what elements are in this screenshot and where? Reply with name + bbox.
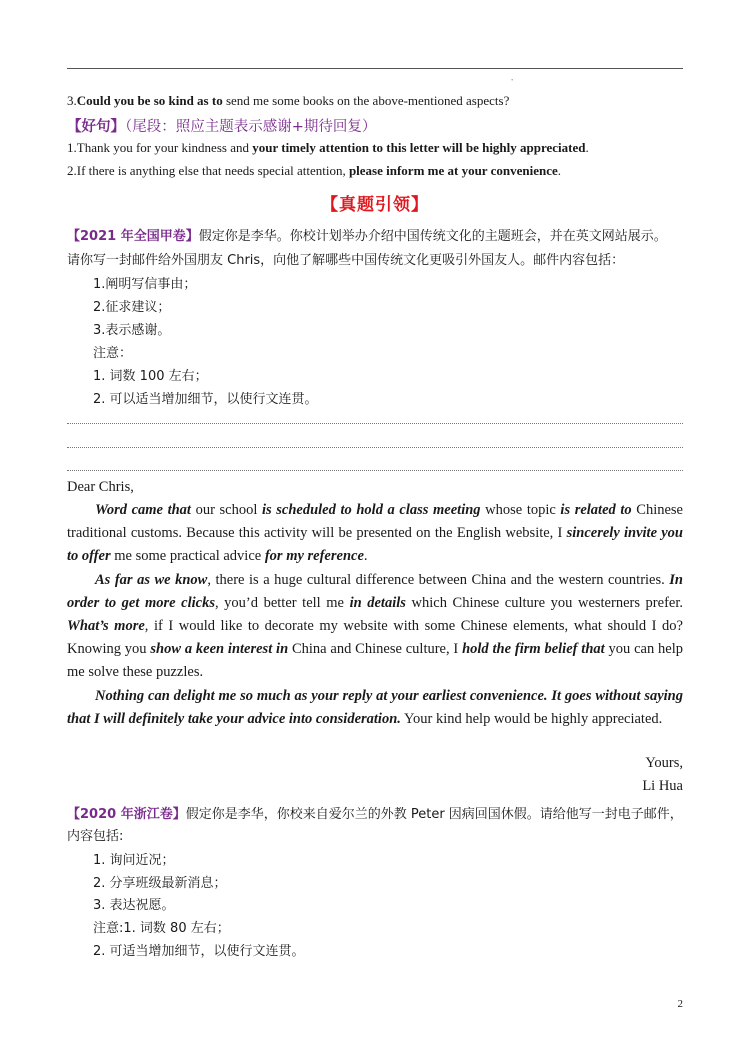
letter-paragraph-3 <box>67 685 683 731</box>
section-title: 【真题引领】 <box>321 195 429 215</box>
exam1-item-3: 3.表示感谢。 <box>93 323 171 338</box>
exam2-text1: 假定你是李华，你校来自爱尔兰的外教 Peter 因病回国休假。请给他写一封电子邮件， <box>185 807 683 822</box>
letter-p2-segment: What’s more <box>67 618 145 635</box>
exam1-note-1: 1. 词数 100 左右； <box>93 369 208 384</box>
writing-line-1 <box>67 423 683 424</box>
letter-p2-segment: , there is a huge cultural difference between China and the western countries. <box>207 571 670 588</box>
letter-p2-segment: , if I would like to decorate my website with some Chinese elements, what should I do? Knowing you <box>67 618 683 658</box>
letter-p1-segment: me some practical advice <box>110 548 265 565</box>
good-sentence-2-b: please inform me at your convenience <box>348 163 558 178</box>
exam1-note-2: 2. 可以适当增加细节，以使行文连贯。 <box>93 392 318 407</box>
exam1-tag: 【2021 年全国甲卷】 <box>67 229 199 244</box>
exam2-line2: 内容包括: <box>67 829 124 844</box>
letter-p3-segment: Nothing can delight me so much as your reply at your earliest convenience. It goes without saying that I will definitely take your advice into consideration. <box>67 687 683 727</box>
letter-p2-segment: which Chinese culture you westerners prefer. <box>405 594 683 611</box>
sentence-3-rest: send me some books on the above-mentioned aspects? <box>222 93 510 108</box>
letter-body <box>67 499 683 731</box>
letter-p1-segment: is scheduled to hold a class meeting <box>261 502 481 518</box>
sentence-3-prefix: 3. <box>67 93 77 108</box>
exam1-text1: 假定你是李华。你校计划举办介绍中国传统文化的主题班会，并在英文网站展示。 <box>198 229 667 244</box>
letter-closing: Yours, <box>645 755 683 771</box>
exam1-line1 <box>67 225 667 244</box>
letter-p2-segment: show a keen interest in <box>150 641 289 658</box>
letter-p2-segment: you can help me solve these puzzles. <box>67 641 683 681</box>
header-rule <box>67 68 683 69</box>
letter-p1-segment: . <box>363 548 368 565</box>
good-sentence-heading <box>67 115 376 136</box>
exam2-item-2: 2. 分享班级最新消息； <box>93 876 227 891</box>
letter-p2-segment: in details <box>349 594 406 611</box>
good-sentence-1-a: 1.Thank you for your kindness and <box>67 140 253 155</box>
page-number: 2 <box>677 998 683 1010</box>
good-sentence-1-b: your timely attention to this letter will be highly appreciated <box>252 140 586 155</box>
good-sentence-2 <box>67 163 561 179</box>
letter-p1-segment: Chinese traditional customs. Because this activity will be presented on the English website, I <box>67 502 683 542</box>
exam2-item-3: 3. 表达祝愿。 <box>93 898 175 913</box>
exam1-note-label: 注意： <box>93 346 133 361</box>
letter-p2-segment: In order to get more clicks <box>67 571 683 611</box>
sentence-3-bold: Could you be so kind as to <box>76 93 223 108</box>
letter-p1-segment: is related to <box>560 502 632 518</box>
good-sentence-note: （尾段：照应主题表示感谢+期待回复） <box>125 119 377 135</box>
letter-signature: Li Hua <box>642 778 683 794</box>
sentence-3 <box>67 93 509 109</box>
exam2-note-2: 2. 可适当增加细节，以使行文连贯。 <box>93 944 305 959</box>
exam2-tag: 【2020 年浙江卷】 <box>67 807 186 822</box>
letter-p2-segment: , you’d better tell me <box>214 594 350 611</box>
letter-p3-segment: Your kind help would be highly appreciated. <box>400 710 663 727</box>
letter-p2-segment: As far as we know <box>95 571 208 588</box>
exam2-note-1: 注意:1. 词数 80 左右； <box>93 921 230 936</box>
header-mark: · <box>510 72 515 87</box>
writing-line-3 <box>67 470 683 471</box>
exam1-item-2: 2.征求建议； <box>93 300 171 315</box>
letter-greeting: Dear Chris, <box>67 479 134 495</box>
good-sentence-1-c: . <box>585 140 589 155</box>
letter-paragraph-2 <box>67 569 683 685</box>
good-sentence-1 <box>67 140 589 156</box>
letter-p2-segment: hold the firm belief that <box>462 641 605 658</box>
exam1-item-1: 1.阐明写信事由； <box>93 277 197 292</box>
good-sentence-bracket: 【好句】 <box>67 119 125 135</box>
good-sentence-2-c: . <box>557 163 561 178</box>
letter-paragraph-1 <box>67 499 683 569</box>
letter-p1-segment: Word came that <box>95 502 191 518</box>
writing-line-2 <box>67 447 683 448</box>
exam2-item-1: 1. 询问近况； <box>93 853 175 868</box>
letter-p1-segment: for my reference <box>264 548 364 565</box>
letter-p1-segment: whose topic <box>480 502 561 518</box>
letter-p2-segment: China and Chinese culture, I <box>288 641 463 658</box>
good-sentence-2-a: 2.If there is anything else that needs special attention, <box>67 163 349 178</box>
exam2-line1 <box>67 803 683 822</box>
letter-p1-segment: our school <box>190 502 262 518</box>
exam1-line2: 请你写一封邮件给外国朋友 Chris，向他了解哪些中国传统文化更吸引外国友人。邮件内容包括： <box>67 253 625 268</box>
letter-p1-segment: sincerely invite you to offer <box>67 525 683 565</box>
